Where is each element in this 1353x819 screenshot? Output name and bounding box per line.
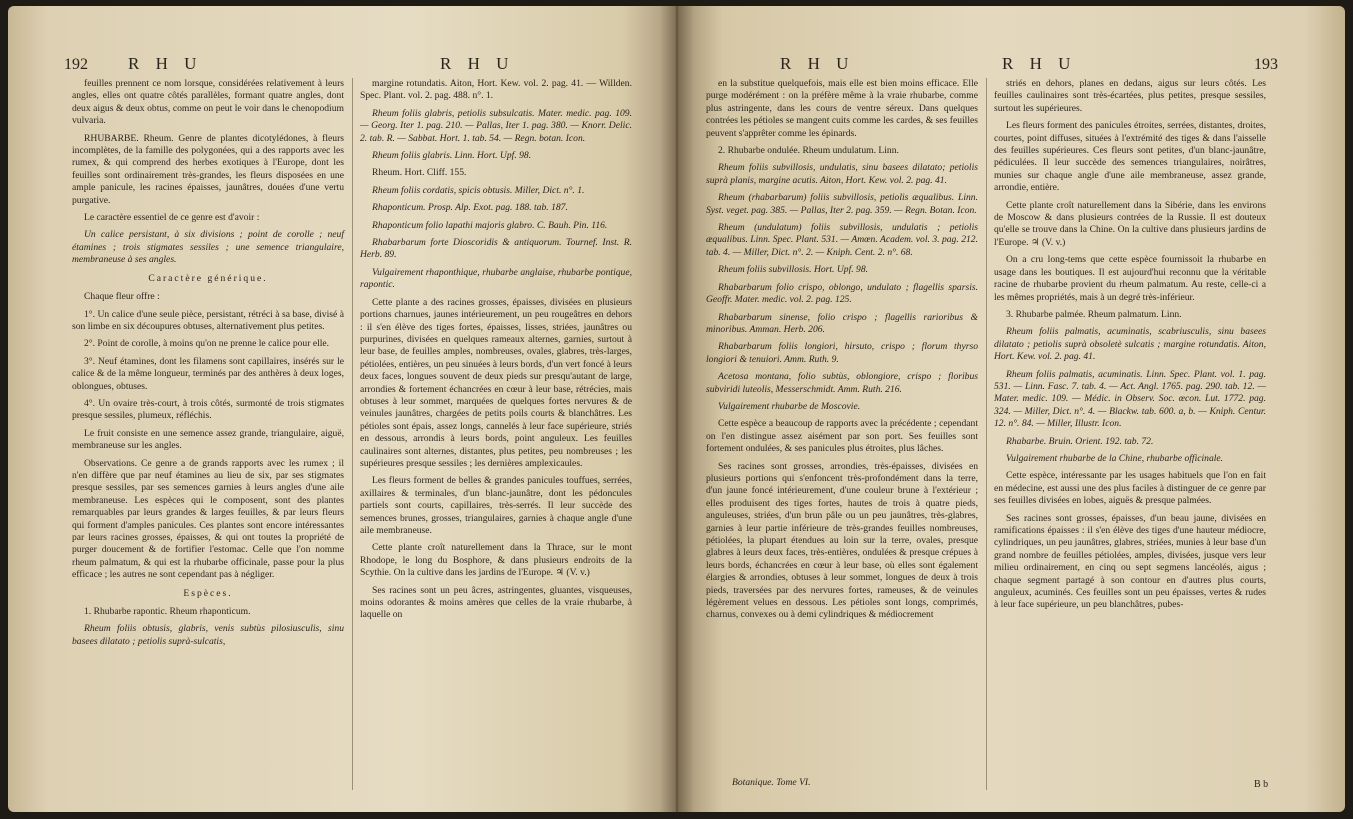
paragraph: 3. Rhubarbe palmée. Rheum palmatum. Linn. <box>1006 308 1182 320</box>
paragraph: Rheum foliis subvillosis. Hort. Upf. 98. <box>718 264 869 276</box>
paragraph: 1°. Un calice d'une seule pièce, persistant, rétréci à sa base, divisé à son limbe en six découpures obtuses, alternativement plus petites. <box>72 308 344 332</box>
paragraph: Chaque fleur offre : <box>84 291 160 303</box>
paragraph: 1. Rhubarbe rapontic. Rheum rhaponticum. <box>84 606 251 618</box>
paragraph: Rheum. Hort. Cliff. 155. <box>372 167 467 179</box>
paragraph: Rhabarbarum foliis longiori, hirsuto, crispo ; florum thyrso longiori & tenuiori. Amm. Ruth. 9. <box>706 341 978 365</box>
paragraph: Cette plante croît naturellement dans la Sibérie, dans les environs de Moscow & dans plusieurs contrées de la Russie. Il est douteux qu'elle se trouve dans la Chine. On la cultive dans plusieurs jardins de l'Europe. ♃ (V. v.) <box>994 199 1266 248</box>
paragraph: Observations. Ce genre a de grands rapports avec les rumex ; il n'en diffère que par neuf étamines au lieu de six, par ses stigmates presque sessiles, par ses semences garnies à leurs angles d'une aile membraneuse. Les espèces qui le composent, sont des plantes remarquables par leurs grandes & larges feuilles, & par leurs fleurs qui forment d'amples panicules. Ces plantes sont encore intéressantes par leurs racines grosses, épaisses, & qui ont toutes la propriété de purger doucement & de fortifier l'estomac. Celle que l'on nomme rheum palmatum, & qui est la rhubarbe officinale, passe pour la plus efficace ; les autres ne sont cependant pas à négliger. <box>72 457 344 581</box>
paragraph: Rheum foliis glabris. Linn. Hort. Upf. 98. <box>372 150 532 162</box>
paragraph: 2. Rhubarbe ondulée. Rheum undulatum. Linn. <box>718 145 899 157</box>
paragraph: Ses racines sont grosses, épaisses, d'un beau jaune, divisées en ramifications épaisses : il s'en élève des tiges d'une hauteur médiocre, cylindriques, un peu jaunâtres, glabres, striées, munies à leur base d'un grand nombre de feuilles pétiolées, amples, divisées, jusque vers leur milieu ordinairement, en cinq ou sept segmens lancéolés, aigus ; chaque segment partagé à son contour en d'autres plus courts, anguleux, acuminés. Ces feuilles sont un peu épaisses, vertes & rudes à leur face supérieure, un peu blanchâtres, pubes- <box>994 512 1266 611</box>
paragraph: Vulgairement rhaponthique, rhubarbe anglaise, rhubarbe pontique, rapontic. <box>360 266 632 291</box>
paragraph: Cette plante a des racines grosses, épaisses, divisées en plusieurs portions charnues, jaunes intérieurement, un peu rougeâtres en dehors : il s'en élève des tiges fortes, épaisses, lisses, striées, jaunâtres ou purpurines, divisées en quelques rameaux alternes, garnies, surtout à leur base, de feuilles amples, nombreuses, ovales, glabres, très-larges, pétiolées, entières, un peu sinuées à leurs bords, d'un vert foncé à leurs deux faces, longues souvent de deux pieds sur presqu'autant de large, arrondies & fortement échancrées en cœur à leur base, rétrécies, mais obtuses à leur sommet, marquées de quelques fortes nervures & de veinules jaunâtres, chargées de petits poils courts & blanchâtres. Les pétioles sont épais, assez longs, cannelés à leur face supérieure, striés en dessous, arrondis à leurs bords, point anguleux. Les feuilles caulinaires sont alternes, distantes, plus petites, peu nombreuses ; les supérieures presque sessiles ; les dernières amplexicaules. <box>360 296 632 469</box>
paragraph: striés en dehors, planes en dedans, aigus sur leurs côtés. Les feuilles caulinaires sont très-écartées, plus petites, presque sessiles, surtout les supérieures. <box>994 78 1266 114</box>
paragraph: Le caractère essentiel de ce genre est d'avoir : <box>84 212 260 224</box>
signature-footer: Botanique. Tome VI. <box>732 777 811 788</box>
paragraph: Un calice persistant, à six divisions ; point de corolle ; neuf étamines ; trois stigmates sessiles ; une semence triangulaire, membraneuse à ses angles. <box>72 229 344 266</box>
paragraph: Cette plante croît naturellement dans la Thrace, sur le mont Rhodope, le long du Bosphore, & dans plusieurs endroits de la Scythie. On la cultive dans les jardins de l'Europe. ♃ (V. v.) <box>360 542 632 579</box>
running-head-left-2: R H U <box>440 54 515 73</box>
paragraph: Ses racines sont un peu âcres, astringentes, gluantes, visqueuses, moins odorantes & moins amères que celles de la vraie rhubarbe, à laquelle on <box>360 584 632 621</box>
column-divider-left <box>352 78 353 790</box>
paragraph: Rhabarbarum forte Dioscoridis & antiquorum. Tournef. Inst. R. Herb. 89. <box>360 237 632 261</box>
paragraph: Rhabarbe. Bruin. Orient. 192. tab. 72. <box>1006 435 1154 447</box>
right-page <box>676 6 1345 812</box>
running-head-right-1: R H U <box>780 54 855 73</box>
paragraph: Rheum foliis glabris, petiolis subsulcatis. Mater. medic. pag. 109. — Georg. Iter 1. pag. 210. — Pallas, Iter 1. pag. 380. — Knorr. Delic. 2. tab. R. — Sabbat. Hort. 1. tab. 54. — Regn. botan. Icon. <box>360 107 632 144</box>
paragraph: 4°. Un ovaire très-court, à trois côtés, surmonté de trois stigmates presque sessiles, plumeux, réfléchis. <box>72 397 344 422</box>
open-book <box>8 6 1345 812</box>
paragraph: Cette espèce a beaucoup de rapports avec la précédente ; cependant on l'en distingue assez aisément par son port. Ses feuilles sont fortement ondulées, & ses panicules plus étroites, plus lâches. <box>706 418 978 455</box>
paragraph: On a cru long-tems que cette espèce fournissoit la rhubarbe en usage dans les boutiques. Il est aujourd'hui reconnu que la véritable racine de rhubarbe provient du rheum palmatum. Au reste, celle-ci a les mêmes propriétés, mais à un degré très-inférieur. <box>994 254 1266 303</box>
paragraph: Rhaponticum folio lapathi majoris glabro. C. Bauh. Pin. 116. <box>372 219 608 231</box>
paragraph: Rheum (undulatum) foliis subvillosis, undulatis ; petiolis æqualibus. Linn. Spec. Plant. 531. — Amœn. Academ. vol. 3. pag. 212. tab. 4. — Miller, Dict. n°. 2. — Kniph. Cent. 2. n°. 68. <box>706 222 978 258</box>
right-column-2 <box>994 78 1266 617</box>
paragraph: Vulgairement rhubarbe de Moscovie. <box>718 400 861 412</box>
left-column-1 <box>72 78 344 653</box>
signature-mark: B b <box>1254 779 1269 790</box>
left-column-2 <box>360 78 632 627</box>
paragraph: Vulgairement rhubarbe de la Chine, rhubarbe officinale. <box>1006 452 1224 464</box>
page-number-left: 192 <box>64 56 88 73</box>
paragraph: Rhaponticum. Prosp. Alp. Exot. pag. 188. tab. 187. <box>372 202 568 214</box>
paragraph: Ses racines sont grosses, arrondies, très-épaisses, divisées en plusieurs portions qui s'enfoncent très-profondément dans la terre, d'un jaune foncé intérieurement, d'une couleur brune à l'extérieur ; elles produisent des tiges fortes, hautes de trois à quatre pieds, anguleuses, striées, d'un brun pâle ou un peu jaunâtres, très-glabres, garnies à leur partie inférieure de très-grandes feuilles nombreuses, pétiolées, la plupart étendues au loin sur la terre, ovales, presque glabres à leurs deux faces, très-entières, ondulées & presque crépues à leurs bords, échancrées en cœur à leur base, où elles sont également élargies & arrondies, obtuses à leur sommet, longues de deux à trois pieds, traversées par des nervures fortes, rameuses, & de veinules légèrement velues en dessous. Les pétioles sont longs, comprimés, charnus, convexes ou à demi cylindriques & médiocrement <box>706 460 978 621</box>
paragraph: Espèces. <box>183 587 233 599</box>
paragraph: 2°. Point de corolle, à moins qu'on ne prenne le calice pour elle. <box>84 338 330 350</box>
paragraph: margine rotundatis. Aiton, Hort. Kew. vol. 2. pag. 41. — Willden. Spec. Plant. vol. 2. pag. 488. n°. 1. <box>360 78 632 102</box>
running-head-right-2: R H U <box>1002 54 1077 73</box>
paragraph: Rheum foliis obtusis, glabris, venis subtùs pilosiusculis, sinu basees dilatato ; petiolis suprà-sulcatis, <box>72 623 344 647</box>
paragraph: Rheum foliis palmatis, acuminatis, scabriusculis, sinu basees dilatato ; petiolis suprà obsoletè sulcatis ; margine rotundatis. Aiton, Hort. Kew. vol. 2. pag. 41. <box>994 326 1266 363</box>
paragraph: Les fleurs forment de belles & grandes panicules touffues, serrées, axillaires & terminales, d'un blanc-jaunâtre, dont les pédoncules partiels sont courts, capillaires, très-serrés. Il leur succède des semences brunes, grosses, triangulaires, garnies à chaque angle d'une aile membraneuse. <box>360 475 632 536</box>
paragraph: Acetosa montana, folio subtùs, oblongiore, crispo ; floribus subviridi luteolis, Messerschmidt. Amm. Ruth. 216. <box>706 371 978 395</box>
paragraph: Caractère générique. <box>148 272 268 284</box>
left-page <box>8 6 676 812</box>
paragraph: Rhabarbarum folio crispo, oblongo, undulato ; flagellis sparsis. Geoffr. Mater. medic. vol. 2. pag. 125. <box>706 281 978 306</box>
paragraph: feuilles prennent ce nom lorsque, considérées relativement à leurs angles, elles ont quatre côtés parallèles, formant quatre angles, dont deux aigus & deux obtus, comme on peut le voir dans le chenopodium vulvaria. <box>72 78 344 127</box>
running-head-left-1: R H U <box>128 54 203 73</box>
column-divider-right <box>986 78 987 790</box>
paragraph: en la substitue quelquefois, mais elle est bien moins efficace. Elle purge modérément : on la préfère même à la vraie rhubarbe, comme plus astringente, dans les cours de ventre séreux. Dans quelques contrées les pétioles se mangent cuits comme les cardes, & ses feuilles peuvent s'apprêter comme les épinards. <box>706 78 978 139</box>
paragraph: Le fruit consiste en une semence assez grande, triangulaire, aiguë, membraneuse sur les angles. <box>72 427 344 452</box>
paragraph: Rheum foliis palmatis, acuminatis. Linn. Spec. Plant. vol. 1. pag. 531. — Linn. Fasc. 7. tab. 4. — Act. Angl. 1765. pag. 290. tab. 12. — Mater. medic. 109. — Médic. in Observ. Soc. œcon. Lut. 1772. pag. 324. — Miller, Dict. n°. 4. — Blackw. tab. 600. a, b. — Kniph. Centur. 12. n°. 84. — Miller, Illustr. Icon. <box>994 368 1266 430</box>
page-number-right: 193 <box>1254 56 1278 73</box>
paragraph: 3°. Neuf étamines, dont les filamens sont capillaires, insérés sur le calice & de la même longueur, terminés par des anthères à deux loges, oblongues, obtuses. <box>72 355 344 392</box>
paragraph: Rheum foliis cordatis, spicis obtusis. Miller, Dict. n°. 1. <box>372 184 585 196</box>
paragraph: Rheum foliis subvillosis, undulatis, sinu basees dilatato; petiolis suprà planis, margine acutis. Aiton, Hort. Kew. vol. 2. pag. 41. <box>706 162 978 186</box>
paragraph: Rheum (rhabarbarum) foliis subvillosis, petiolis æqualibus. Linn. Syst. veget. pag. 385. — Pallas, Iter 2. pag. 359. — Regn. Botan. Icon. <box>706 192 978 216</box>
paragraph: Cette espèce, intéressante par les usages habituels que l'on en fait en médecine, est aussi une des plus faciles à distinguer de ce genre par ses feuilles divisées en lobes, aiguës & presque palmées. <box>994 470 1266 507</box>
paragraph: Les fleurs forment des panicules étroites, serrées, distantes, droites, courtes, point diffuses, situées à l'extrémité des tiges & dans l'aisselle des feuilles supérieures. Ces fleurs sont petites, d'un blanc-jaunâtre, pédiculées. Il leur succède des semences triangulaires, noirâtres, munies sur chaque angle d'une aile membraneuse, assez grande, arrondie, entière. <box>994 120 1266 194</box>
right-column-1 <box>706 78 978 627</box>
paragraph: Rhabarbarum sinense, folio crispo ; flagellis rarioribus & minoribus. Amman. Herb. 206. <box>706 311 978 335</box>
paragraph: RHUBARBE. Rheum. Genre de plantes dicotylédones, à fleurs incomplètes, de la famille des polygonées, qui a des rapports avec les rumex, & qui comprend des herbes exotiques à l'Europe, dont les feuilles sont ordinairement très-grandes, les fleurs disposées en une ample panicule, les racines épaisses, jaunâtres, douées d'une vertu purgative. <box>72 132 344 206</box>
